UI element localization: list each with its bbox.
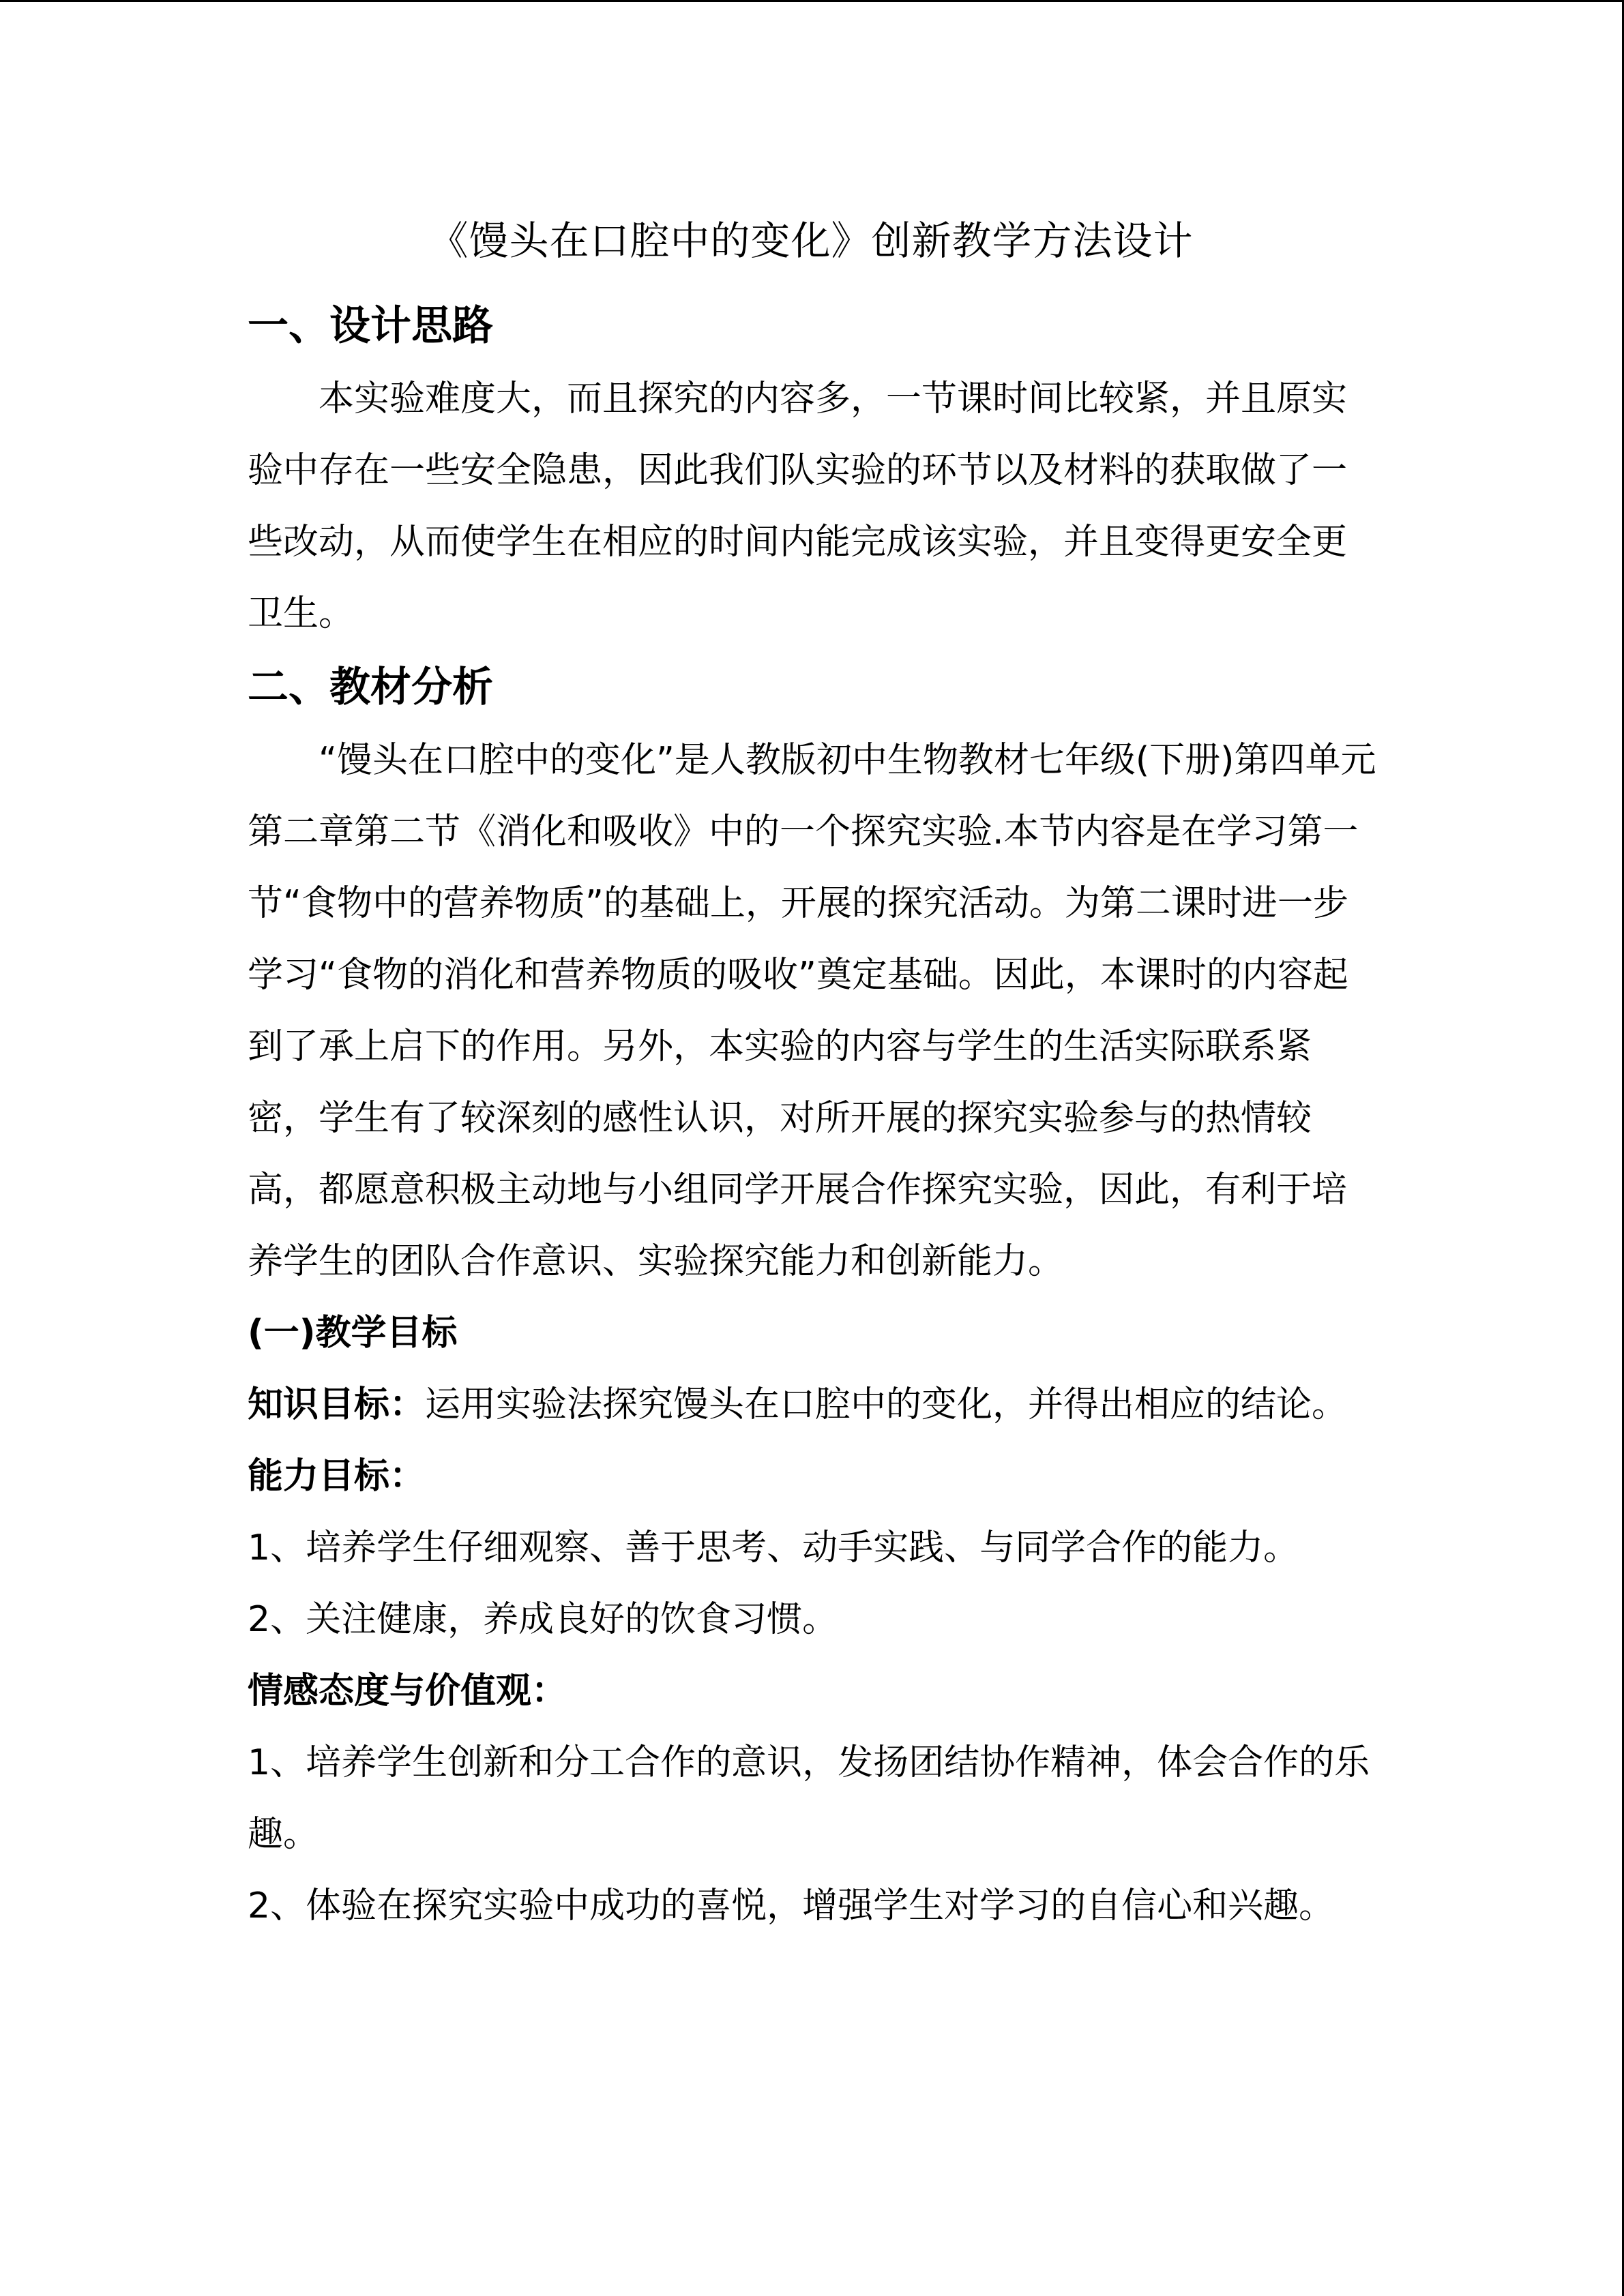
section-heading-analysis: 二、教材分析 xyxy=(248,664,493,711)
ability-item: 1、培养学生仔细观察、善于思考、动手实践、与同学合作的能力。 xyxy=(248,1527,1299,1568)
design-paragraph: 本实验难度大，而且探究的内容多，一节课时间比较紧，并且原实验中存在一些安全隐患，因此我们队实验的环节以及材料的获取做了一些改动，从而使学生在相应的时间内能完成该实验，并且变得更安全更卫生。 xyxy=(248,378,1348,634)
analysis-paragraph: “馒头在口腔中的变化”是人教版初中生物教材七年级(下册)第四单元第二章第二节《消化和吸收》中的一个探究实验.本节内容是在学习第一节“食物中的营养物质”的基础上，开展的探究活动。为第二课时进一步学习“食物的消化和营养物质的吸收”奠定基础。因此，本课时的内容起到了承上启下的作用。另外，本实验的内容与学生的生活实际联系紧密，学生有了较深刻的感性认识，对所开展的探究实验参与的热情较高，都愿意积极主动地与小组同学开展合作探究实验，因此，有利于培养学生的团队合作意识、实验探究能力和创新能力。 xyxy=(248,740,1376,1282)
knowledge-goal xyxy=(248,1369,1380,1441)
section-heading-design: 一、设计思路 xyxy=(248,302,493,350)
emotion-item: 2、体验在探究实验中成功的喜悦，增强学生对学习的自信心和兴趣。 xyxy=(248,1885,1335,1926)
emotion-goal-label: 情感态度与价值观： xyxy=(248,1671,567,1712)
goals-heading: (一)教学目标 xyxy=(248,1313,458,1354)
emotion-item: 1、培养学生创新和分工合作的意识，发扬团结协作精神，体会合作的乐趣。 xyxy=(248,1742,1370,1855)
ability-item: 2、关注健康，养成良好的饮食习惯。 xyxy=(248,1599,838,1640)
document-title: 《馒头在口腔中的变化》创新教学方法设计 xyxy=(428,218,1194,264)
ability-goal-label: 能力目标： xyxy=(248,1456,426,1497)
knowledge-goal-label: 知识目标： xyxy=(248,1384,426,1425)
knowledge-goal-text: 运用实验法探究馒头在口腔中的变化，并得出相应的结论。 xyxy=(425,1384,1348,1425)
document-body xyxy=(248,288,1380,1942)
